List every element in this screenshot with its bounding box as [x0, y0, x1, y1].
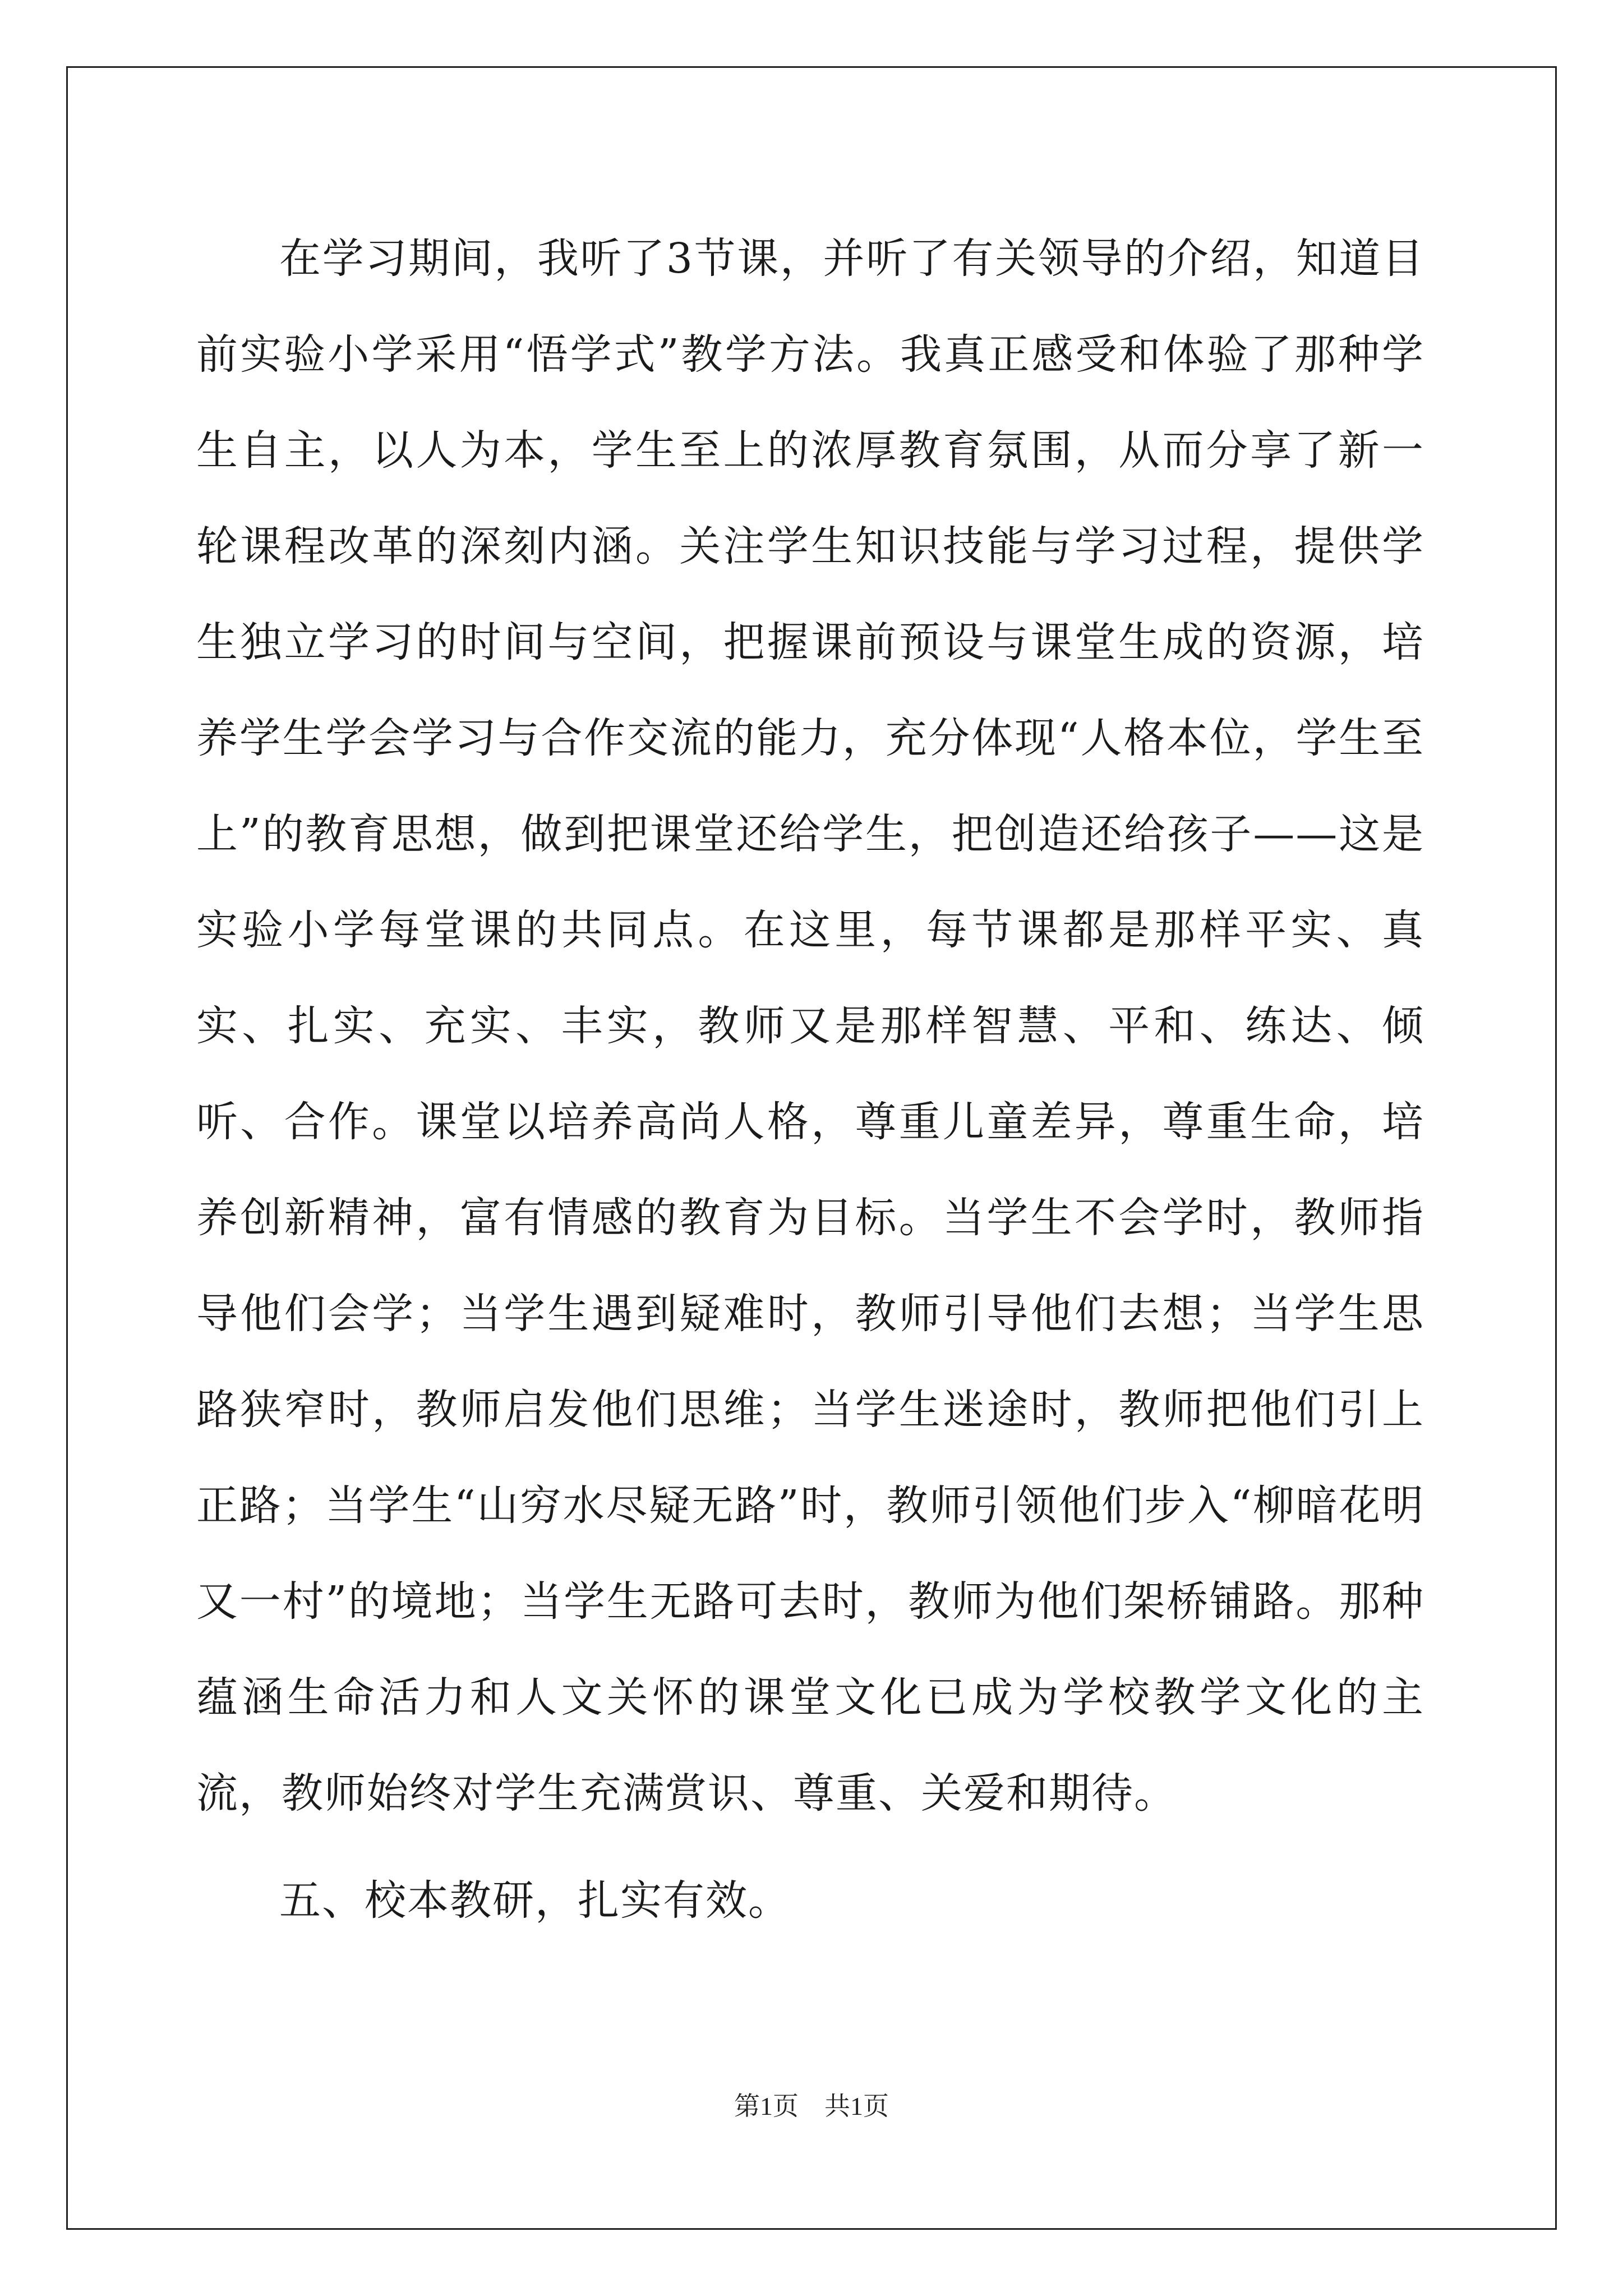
section-heading: 五、校本教研，扎实有效。: [279, 1876, 791, 1925]
body-paragraph: 在学习期间，我听了3节课，并听了有关领导的介绍，知道目前实验小学采用“悟学式”教学方法。我真正感受和体验了那种学生自主，以人为本，学生至上的浓厚教育氛围，从而分享了新一轮课程改革的深刻内涵。关注学生知识技能与学习过程，提供学生独立学习的时间与空间，把握课前预设与课堂生成的资源，培养学生学会学习与合作交流的能力，充分体现“人格本位，学生至上”的教育思想，做到把课堂还给学生，把创造还给孩子——这是实验小学每堂课的共同点。在这里，每节课都是那样平实、真实、扎实、充实、丰实，教师又是那样智慧、平和、练达、倾听、合作。课堂以培养高尚人格，尊重儿童差异，尊重生命，培养创新精神，富有情感的教育为目标。当学生不会学时，教师指导他们会学；当学生遇到疑难时，教师引导他们去想；当学生思路狭窄时，教师启发他们思维；当学生迷途时，教师把他们引上正路；当学生“山穷水尽疑无路”时，教师引领他们步入“柳暗花明又一村”的境地；当学生无路可去时，教师为他们架桥铺路。那种蕴涵生命活力和人文关怀的课堂文化已成为学校教学文化的主流，教师始终对学生充满赏识、尊重、关爱和期待。: [196, 234, 1424, 1818]
document-body: [196, 211, 1424, 1949]
page-footer: 第1页 共1页: [734, 2092, 889, 2120]
